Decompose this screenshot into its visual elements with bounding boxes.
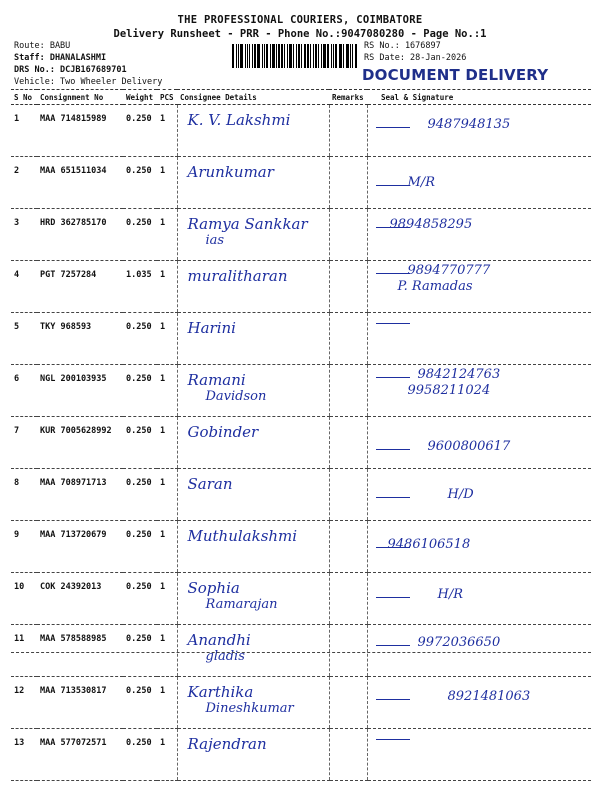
signature-handwriting: 9486106518 [387,537,471,552]
row-weight: 0.250 [123,313,157,365]
consignee-handwriting-line2: ias [205,233,225,248]
row-remarks [329,313,367,365]
signature-handwriting: 9842124763 [417,367,501,382]
row-sno: 10 [11,573,37,625]
table-row [11,365,591,417]
row-sno: 9 [11,521,37,573]
runsheet-subtitle: Delivery Runsheet - PRR - Phone No.:9047080280 - Page No.:1 [113,28,487,40]
barcode-bar [301,44,302,68]
meta-right [364,40,466,64]
consignee-handwriting: Karthika [187,683,254,701]
barcode-bar [257,44,260,68]
barcode-bar [293,44,294,68]
row-sno: 5 [11,313,37,365]
row-consignment-no: MAA 578588985 [37,625,123,677]
row-signature [367,105,591,157]
barcode-bar [310,44,311,68]
signature-scribble [376,497,410,498]
row-remarks [329,521,367,573]
barcode-bar [355,44,357,68]
row-remarks [329,105,367,157]
row-consignment-no: MAA 651511034 [37,157,123,209]
route-label: Route: BABU [14,41,71,51]
barcode-bar [278,44,280,68]
barcode-bar [252,44,253,68]
row-sno: 13 [11,729,37,781]
barcode-bar [236,44,237,68]
row-pcs: 1 [157,729,177,781]
row-consignee [177,157,329,209]
barcode-bar [247,44,249,68]
signature-handwriting-line2: P. Ramadas [397,279,473,294]
row-pcs: 1 [157,261,177,313]
row-sno: 11 [11,625,37,677]
barcode-bar [287,44,288,68]
table-row [11,625,591,677]
row-pcs: 1 [157,521,177,573]
row-remarks [329,729,367,781]
row-remarks [329,625,367,677]
company-title: THE PROFESSIONAL COURIERS, COIMBATORE [177,14,423,26]
row-sno: 3 [11,209,37,261]
row-consignment-no: PGT 7257284 [37,261,123,313]
row-sno: 12 [11,677,37,729]
consignee-handwriting: Saran [187,475,233,493]
barcode-bar [327,44,329,68]
table-row [11,729,591,781]
row-consignment-no: MAA 708971713 [37,469,123,521]
rs-no-label: RS No.: 1676897 [364,41,441,51]
row-pcs: 1 [157,677,177,729]
barcode-bar [249,44,250,68]
consignee-handwriting-line2: gladis [205,649,245,664]
barcode-bar [352,44,353,68]
barcode-bar [339,44,340,68]
row-consignee [177,261,329,313]
barcode-bar [284,44,285,68]
signature-handwriting: 9487948135 [427,117,511,132]
staff-label: Staff: DHANALASHMI [14,53,107,63]
barcode-bar [264,44,265,68]
barcode-bar [245,44,246,68]
row-consignee [177,105,329,157]
barcode-bar [321,44,322,68]
signature-scribble [376,127,410,128]
row-consignee [177,677,329,729]
row-signature [367,261,591,313]
row-weight: 0.250 [123,677,157,729]
table-row [11,261,591,313]
runsheet-table [11,89,591,781]
row-signature [367,313,591,365]
row-sno: 2 [11,157,37,209]
row-weight: 0.250 [123,365,157,417]
consignee-handwriting-line2: Ramarajan [205,597,278,612]
row-pcs: 1 [157,365,177,417]
table-header-row [11,90,591,105]
barcode-bar [270,44,271,68]
row-sno: 4 [11,261,37,313]
col-consignee: Consignee Details [177,90,329,105]
signature-handwriting: M/R [407,175,435,190]
barcode-bar [276,44,277,68]
signature-scribble [376,739,410,740]
consignee-handwriting: Gobinder [187,423,259,441]
row-weight: 0.250 [123,625,157,677]
row-signature [367,209,591,261]
barcode-bar [307,44,310,68]
barcode-bar [232,44,234,68]
barcode-bar [296,44,297,68]
barcode-bar [281,44,283,68]
signature-scribble [376,597,410,598]
row-pcs: 1 [157,157,177,209]
row-signature [367,521,591,573]
row-sno: 8 [11,469,37,521]
consignee-handwriting: Sophia [187,579,240,597]
barcode-bar [346,44,349,68]
row-consignment-no: MAA 714815989 [37,105,123,157]
barcode-bar [350,44,351,68]
barcode-bar [333,44,334,68]
row-consignment-no: MAA 713720679 [37,521,123,573]
row-signature [367,677,591,729]
col-remarks: Remarks [329,90,367,105]
table-row [11,105,591,157]
consignee-handwriting: Muthulakshmi [187,527,298,545]
row-pcs: 1 [157,469,177,521]
barcode-bar [315,44,317,68]
table-row [11,313,591,365]
consignee-handwriting: Ramya Sankkar [187,215,308,233]
barcode-bar [262,44,263,68]
barcode-bar [340,44,342,68]
signature-handwriting: 9600800617 [427,439,511,454]
row-remarks [329,365,367,417]
row-pcs: 1 [157,417,177,469]
signature-scribble [376,323,410,324]
table-row [11,157,591,209]
rs-date-label: RS Date: 28-Jan-2026 [364,53,467,63]
row-signature [367,469,591,521]
row-consignment-no: KUR 7005628992 [37,417,123,469]
row-consignee [177,625,329,677]
col-weight: Weight [123,90,157,105]
row-consignee [177,729,329,781]
barcode-bar [266,44,268,68]
signature-handwriting: 9894770777 [407,263,491,278]
signature-scribble [376,699,410,700]
signature-handwriting: H/D [447,487,474,502]
row-remarks [329,677,367,729]
row-consignment-no: HRD 362785170 [37,209,123,261]
barcode-bar [335,44,337,68]
barcode-bar [238,44,239,68]
signature-handwriting: H/R [437,587,464,602]
row-weight: 0.250 [123,573,157,625]
row-consignee [177,573,329,625]
footer-divider [11,652,591,653]
row-weight: 0.250 [123,105,157,157]
row-remarks [329,261,367,313]
row-consignment-no: MAA 577072571 [37,729,123,781]
row-sno: 1 [11,105,37,157]
table-row [11,469,591,521]
row-signature [367,365,591,417]
consignee-handwriting: Arunkumar [187,163,274,181]
row-consignment-no: TKY 968593 [37,313,123,365]
table-row [11,417,591,469]
row-sno: 7 [11,417,37,469]
row-consignee [177,469,329,521]
row-pcs: 1 [157,625,177,677]
row-weight: 0.250 [123,209,157,261]
row-remarks [329,157,367,209]
row-signature [367,417,591,469]
consignee-handwriting: Rajendran [187,735,267,753]
row-remarks [329,209,367,261]
row-pcs: 1 [157,573,177,625]
row-pcs: 1 [157,209,177,261]
row-weight: 1.035 [123,261,157,313]
consignee-handwriting: K. V. Lakshmi [187,111,291,129]
row-weight: 0.250 [123,729,157,781]
col-pcs: PCS [157,90,177,105]
signature-scribble [376,273,410,274]
row-consignment-no: COK 24392013 [37,573,123,625]
row-consignee [177,209,329,261]
row-signature [367,573,591,625]
row-sno: 6 [11,365,37,417]
consignee-handwriting-line2: Davidson [205,389,267,404]
barcode-bar [272,44,275,68]
row-consignee [177,313,329,365]
drs-label: DRS No.: DCJB167689701 [14,65,127,75]
row-weight: 0.250 [123,417,157,469]
consignee-handwriting-line2: Dineshkumar [205,701,294,716]
consignee-handwriting: muralitharan [187,267,288,285]
barcode-bar [289,44,292,68]
barcode-bar [240,44,243,68]
table-row [11,209,591,261]
document-delivery-stamp: DOCUMENT DELIVERY [362,66,549,84]
row-weight: 0.250 [123,157,157,209]
row-weight: 0.250 [123,469,157,521]
row-consignee [177,521,329,573]
signature-handwriting: 9894858295 [389,217,473,232]
barcode-bar [298,44,300,68]
row-pcs: 1 [157,313,177,365]
row-signature [367,729,591,781]
row-consignee [177,365,329,417]
vehicle-label: Vehicle: Two Wheeler Delivery [14,77,163,87]
barcode-bar [331,44,332,68]
row-consignment-no: NGL 200103935 [37,365,123,417]
consignee-handwriting: Harini [187,319,236,337]
col-consignment: Consignment No [37,90,123,105]
signature-scribble [376,449,410,450]
row-remarks [329,417,367,469]
barcode [232,44,358,68]
table-row [11,573,591,625]
consignee-handwriting: Anandhi [187,631,251,649]
signature-handwriting: 8921481063 [447,689,531,704]
row-signature [367,157,591,209]
signature-scribble [376,185,410,186]
signature-handwriting-line2: 9958211024 [407,383,491,398]
barcode-bar [313,44,314,68]
consignee-handwriting: Ramani [187,371,246,389]
row-pcs: 1 [157,105,177,157]
barcode-bar [323,44,326,68]
col-seal-signature: Seal & Signature [367,90,591,105]
row-remarks [329,469,367,521]
barcode-bar [304,44,306,68]
barcode-bar [254,44,256,68]
row-consignee [177,417,329,469]
table-row [11,677,591,729]
signature-scribble [376,377,410,378]
row-consignment-no: MAA 713530817 [37,677,123,729]
row-remarks [329,573,367,625]
row-signature [367,625,591,677]
meta-left [14,40,162,88]
signature-handwriting: 9972036650 [417,635,501,650]
row-weight: 0.250 [123,521,157,573]
barcode-bar [343,44,344,68]
col-sno: S No [11,90,37,105]
barcode-bar [318,44,319,68]
signature-scribble [376,645,410,646]
table-row [11,521,591,573]
